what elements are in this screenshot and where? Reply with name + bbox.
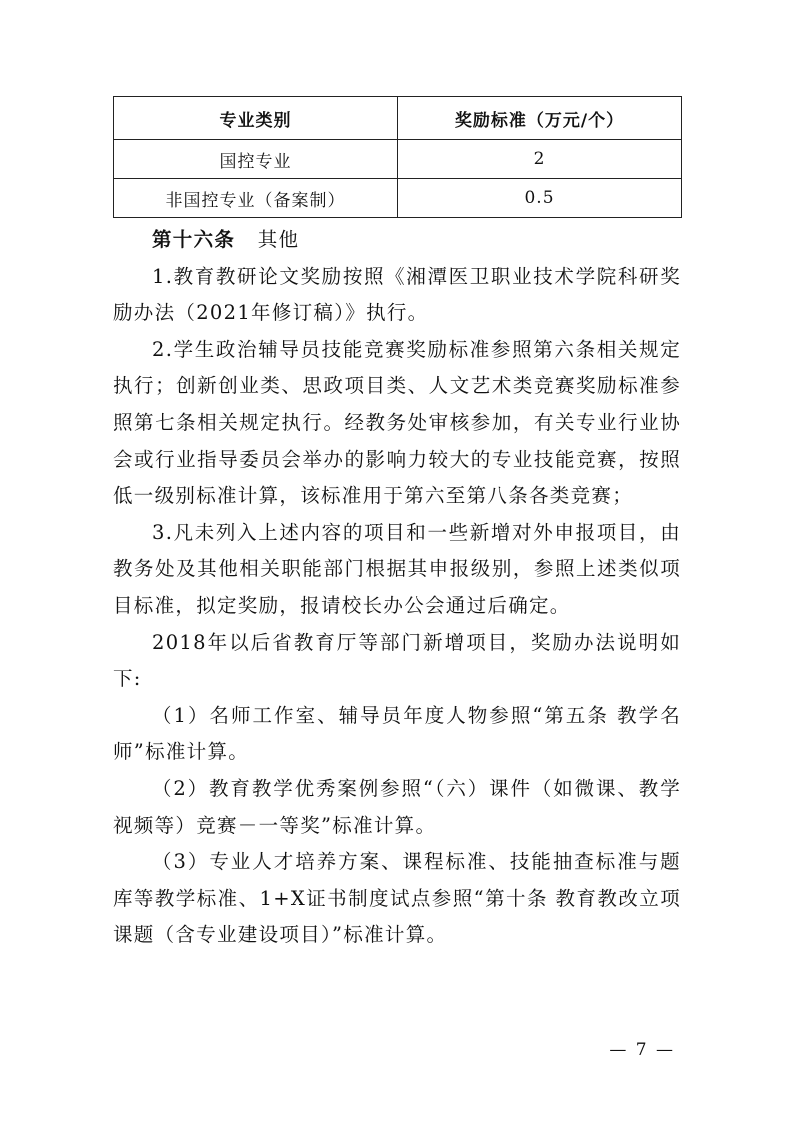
paragraph: （1）名师工作室、辅导员年度人物参照“第五条 教学名师”标准计算。 [113,703,681,764]
table-cell: 非国控专业（备案制） [114,179,398,218]
paragraph: 2.学生政治辅导员技能竞赛奖励标准参照第六条相关规定执行；创新创业类、思政项目类、人文艺术类竞赛奖励标准参照第七条相关规定执行。经教务处审核参加，有关专业行业协会或行业指导委员会举办的影响力较大的专业技能竞赛，按照低一级别标准计算，该标准用于第六至第八条各类竞赛； [113,337,681,508]
paragraph: 3.凡未列入上述内容的项目和一些新增对外申报项目，由教务处及其他相关职能部门根据其申报级别，参照上述类似项目标准，拟定奖励，报请校长办公会通过后确定。 [113,520,681,617]
article-title: 其他 [257,228,300,251]
paragraph: （2）教育教学优秀案例参照“（六）课件（如微课、教学视频等）竞赛－一等奖”标准计算。 [113,776,681,837]
table-cell: 2 [398,140,682,179]
table-cell: 0.5 [398,179,682,218]
table-row [114,179,682,218]
paragraph: （3）专业人才培养方案、课程标准、技能抽查标准与题库等教学标准、1+X证书制度试点参照“第十条 教育教改立项课题（含专业建设项目）”标准计算。 [113,850,681,947]
page-number: — 7 — [609,1040,675,1060]
award-standard-table [113,96,682,218]
table-header-row [114,97,682,140]
document-body [113,222,681,954]
article-heading-line [113,222,681,259]
paragraph: 1.教育教研论文奖励按照《湘潭医卫职业技术学院科研奖励办法（2021年修订稿）》执行。 [113,264,681,325]
table-cell: 国控专业 [114,140,398,179]
article-number: 第十六条 [152,228,236,251]
paragraph: 2018年以后省教育厅等部门新增项目，奖励办法说明如下: [113,630,681,691]
table-header-cell: 奖励标准（万元/个） [398,97,682,140]
table-header-cell: 专业类别 [114,97,398,140]
table-row [114,140,682,179]
